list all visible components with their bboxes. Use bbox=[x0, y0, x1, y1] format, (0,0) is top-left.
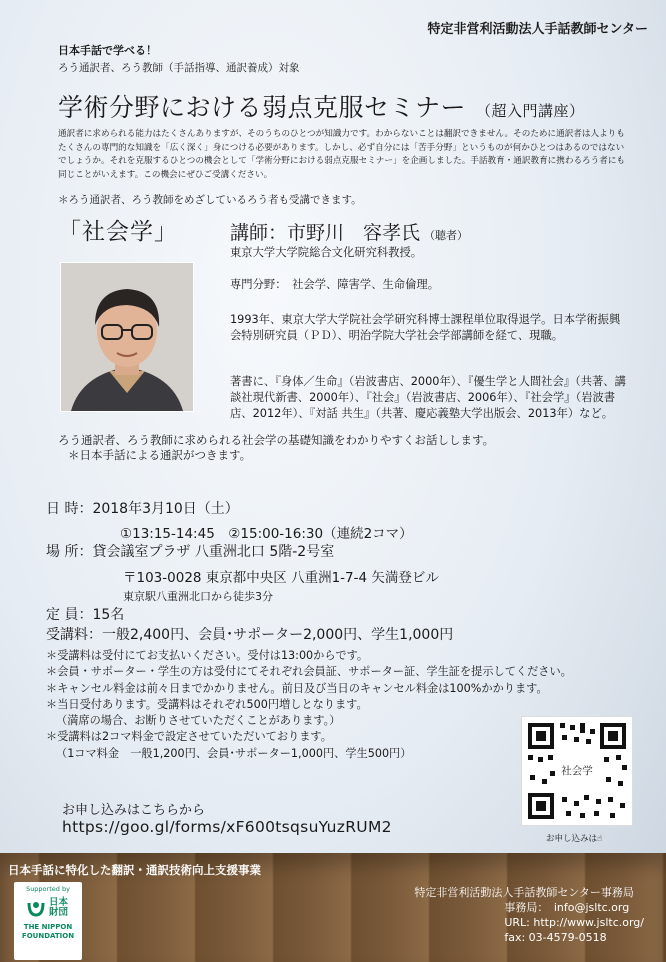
contact-block bbox=[414, 885, 644, 945]
logo-japanese: 日本財団 bbox=[49, 897, 69, 918]
lecturer-specialty: 専門分野： 社会学、障害学、生命倫理。 bbox=[230, 278, 439, 291]
qr-overlay-label: 社会学 bbox=[556, 763, 598, 779]
contact-url[interactable]: URL: http://www.jsltc.org/ bbox=[504, 916, 644, 929]
subject-heading: 「社会学」 bbox=[58, 219, 178, 245]
event-times: ①13:15-14:45 ②15:00-16:30（連続2コマ） bbox=[120, 526, 413, 542]
logo-english-1: THE NIPPON bbox=[23, 923, 73, 931]
qr-code[interactable] bbox=[521, 716, 633, 826]
deaf-note: ＊ろう通訳者、ろう教師をめざしているろう者も受講できます。 bbox=[58, 194, 362, 206]
title-sub: （超入門講座） bbox=[476, 102, 585, 120]
seminar-summary bbox=[58, 433, 494, 463]
note-item: （満席の場合、お断りさせていただくことがあります。） bbox=[56, 714, 341, 728]
seminar-title bbox=[58, 88, 585, 124]
organization-name: 特定非営利活動法人手話教師センター bbox=[427, 22, 648, 37]
lecturer-affiliation: 東京大学大学院総合文化研究科教授。 bbox=[230, 246, 423, 259]
logo-english-2: FOUNDATION bbox=[21, 932, 75, 940]
footer-title: 日本手話に特化した翻訳・通訳技術向上支援事業 bbox=[8, 863, 261, 877]
note-item: ＊キャンセル料金は前々日までかかりません。前日及び当日のキャンセル料金は100%かかります。 bbox=[46, 681, 548, 695]
qr-caption: お申し込みは☝ bbox=[546, 834, 603, 844]
apply-url-link[interactable]: https://goo.gl/forms/xF600tsqsuYuzRUM2 bbox=[62, 818, 392, 836]
lecturer-name-note: （聴者） bbox=[424, 229, 469, 242]
event-fee: 受講料：一般2,400円、会員･サポーター2,000円、学生1,000円 bbox=[46, 627, 454, 643]
logo-supported: Supported by bbox=[26, 885, 70, 893]
event-access: 東京駅八重洲北口から徒歩3分 bbox=[123, 590, 273, 603]
event-address: 〒103-0028 東京都中央区 八重洲1-7-4 矢満登ビル bbox=[123, 570, 439, 586]
event-date: 日 時：2018年3月10日（土） bbox=[46, 501, 239, 517]
audience-line: ろう通訳者、ろう教師（手話指導、通訳養成）対象 bbox=[58, 62, 300, 74]
note-item: ＊当日受付あります。受講料はそれぞれ500円増しとなります。 bbox=[46, 697, 368, 711]
title-main: 学術分野における弱点克服セミナー bbox=[58, 93, 467, 122]
contact-office-email[interactable]: 事務局： info@jsltc.org bbox=[504, 901, 630, 914]
nippon-foundation-mark-icon bbox=[25, 897, 47, 919]
kicker: 日本手話で学べる！ bbox=[58, 44, 157, 57]
nippon-foundation-logo bbox=[14, 882, 82, 960]
contact-organization: 特定非営利活動法人手話教師センター事務局 bbox=[414, 886, 634, 899]
note-item: ＊受講料は2コマ料金で設定させていただいております。 bbox=[46, 730, 332, 744]
note-item: （1コマ料金 一般1,200円、会員･サポーター1,000円、学生500円） bbox=[56, 746, 412, 760]
lecturer-name bbox=[230, 218, 468, 245]
lecturer-name-text: 講師：市野川 容孝氏 bbox=[230, 222, 421, 244]
event-venue: 場 所：貸会議室プラザ 八重洲北口 5階-2号室 bbox=[46, 544, 335, 560]
summary-line: ろう通訳者、ろう教師に求められる社会学の基礎知識をわかりやすくお話しします。 bbox=[58, 433, 495, 447]
note-item: ＊受講料は受付にてお支払いください。受付は13:00からです。 bbox=[46, 649, 369, 662]
interpretation-note: ＊日本手話による通訳がつきます。 bbox=[68, 448, 252, 462]
notes-list bbox=[46, 648, 572, 762]
lecturer-career: 1993年、東京大学大学院社会学研究科博士課程単位取得退学。日本学術振興会特別研究員（ＰＤ）、明治学院大学社会学部講師を経て、現職。 bbox=[230, 313, 621, 342]
apply-label: お申し込みはこちらから bbox=[62, 803, 206, 818]
intro-paragraph: 通訳者に求められる能力はたくさんありますが、そのうちのひとつが知識力です。わからないことは翻訳できません。そのために通訳者は人よりもたくさんの専門的な知識を「広く深く」身につける必要があります。しかし、必ず自分には「苦手分野」というものが何かひとつはあるのではないでしょうか。それを克服するひとつの機会として「学術分野における弱点克服セミナー」を企画しました。手話教育・通訳教育に携わるろう者にも同じことがいえます。この機会にぜひご受講ください。 bbox=[58, 129, 626, 180]
lecturer-photo bbox=[60, 262, 194, 412]
event-capacity: 定 員：15名 bbox=[46, 607, 125, 623]
contact-fax: fax: 03-4579-0518 bbox=[504, 931, 607, 944]
note-item: ＊会員・サポーター・学生の方は受付にてそれぞれ会員証、サポーター証、学生証を提示してください。 bbox=[46, 665, 572, 679]
lecturer-books: 著書に、『身体／生命』（岩波書店、2000年）、『優生学と人間社会』（共著、講談社現代新書、2000年）、『社会』（岩波書店、2006年）、『社会学』（岩波書店、2012年）、『対話 共生』（共著、慶応義塾大学出版会、2013年）など。 bbox=[230, 375, 626, 420]
